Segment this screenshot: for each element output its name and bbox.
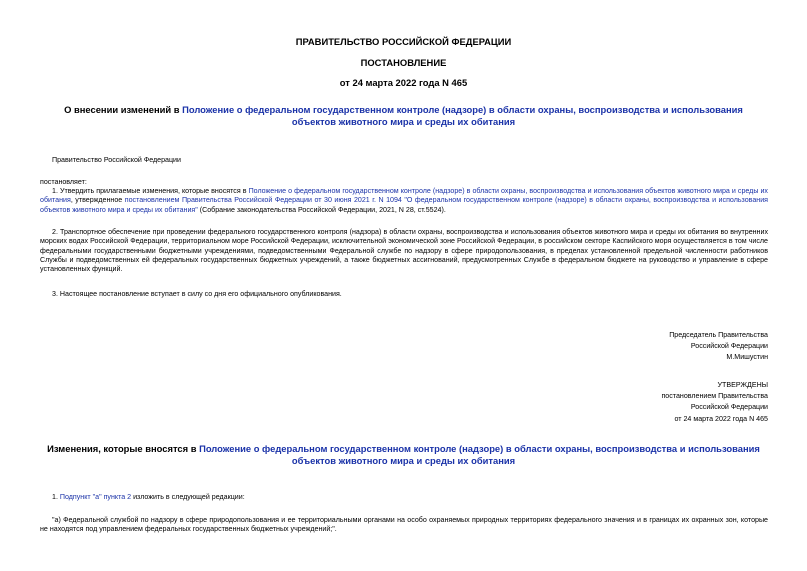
p1-text-3: (Собрание законодательства Российской Федерации, 2021, N 28, ст.5524). — [197, 205, 446, 214]
document-title — [52, 104, 755, 128]
title-regulation-link[interactable]: Положение о федеральном государственном контроле (надзоре) в области охраны, воспроизводства и использования объектов животного мира и среды их обитания — [182, 104, 743, 127]
p1-text-2: , утвержденное — [70, 196, 125, 205]
government-heading: ПРАВИТЕЛЬСТВО РОССИЙСКОЙ ФЕДЕРАЦИИ — [295, 36, 512, 47]
approval-line-2: постановлением Правительства — [661, 392, 768, 401]
paragraph-1 — [40, 187, 768, 215]
approval-line-3: Российской Федерации — [690, 403, 768, 412]
decree-text: постановляет: — [40, 178, 87, 186]
signature-line-2: Российской Федерации — [690, 342, 768, 351]
paragraph-3: 3. Настоящее постановление вступает в силу со дня его официального опубликования. — [52, 290, 342, 298]
p1-resolution-link[interactable]: постановлением Правительства Российской Федерации от 30 июня 2021 г. N 1094 "О федеральном государственном контроле (надзоре) в области охраны, воспроизводства и использования объектов животного мира и среды их обитания" — [40, 196, 769, 214]
p1-regulation-link[interactable]: Положение о федеральном государственном контроле (надзоре) в области охраны, воспроизводства и использования объектов животного мира и среды их обитания — [40, 187, 768, 205]
change-1-subpoint-link[interactable]: Подпункт "а" пункта 2 — [59, 493, 132, 501]
signature-line-3: М.Мишустин — [726, 353, 768, 362]
change-1 — [40, 493, 768, 502]
issuer-text: Правительство Российской Федерации — [52, 156, 181, 164]
approval-block — [560, 380, 768, 425]
change-1-prefix: 1. — [52, 493, 60, 501]
p1-text-1: 1. Утвердить прилагаемые изменения, которые вносятся в — [52, 187, 249, 195]
document-date-number: от 24 марта 2022 года N 465 — [339, 77, 468, 88]
approval-line-1: УТВЕРЖДЕНЫ — [717, 381, 768, 389]
changes-title-prefix: Изменения, которые вносятся в — [47, 443, 200, 454]
change-1-suffix: изложить в следующей редакции: — [131, 493, 245, 501]
changes-title — [44, 443, 763, 467]
signature-block — [560, 330, 768, 364]
approval-line-4: от 24 марта 2022 года N 465 — [674, 414, 768, 423]
document-type: ПОСТАНОВЛЕНИЕ — [360, 57, 447, 68]
changes-title-link[interactable]: Положение о федеральном государственном контроле (надзоре) в области охраны, воспроизводства и использования объектов животного мира и среды их обитания — [199, 443, 760, 466]
signature-line-1: Председатель Правительства — [669, 331, 768, 339]
title-prefix: О внесении изменений в — [64, 104, 183, 115]
change-1-text: "а) Федеральной службой по надзору в сфере природопользования и ее территориальными органами на особо охраняемых природных территориях федерального значения и в границах их охранных зон, которые не находятся под управлением федеральных государственных бюджетных учреждений;". — [40, 516, 768, 534]
paragraph-2: 2. Транспортное обеспечение при проведении федерального государственного контроля (надзора) в области охраны, воспроизводства и использования объектов животного мира и среды их обитания во внутренних морских водах Российской Федерации, территориальном море Российской Федерации, исключительной экономической зоне Российской Федерации, в российском секторе Каспийского моря осуществляется в том числе федеральными государственными бюджетными учреждениями, подведомственными Федеральной службе по надзору в сфере природопользования, в пределах установленной предельной численности работников Службы и подведомственных ей федеральных государственных бюджетных учреждений, а также бюджетных ассигнований, предусмотренных Службе в федеральном бюджете на руководство и управление в сфере установленных функций. — [40, 228, 768, 274]
